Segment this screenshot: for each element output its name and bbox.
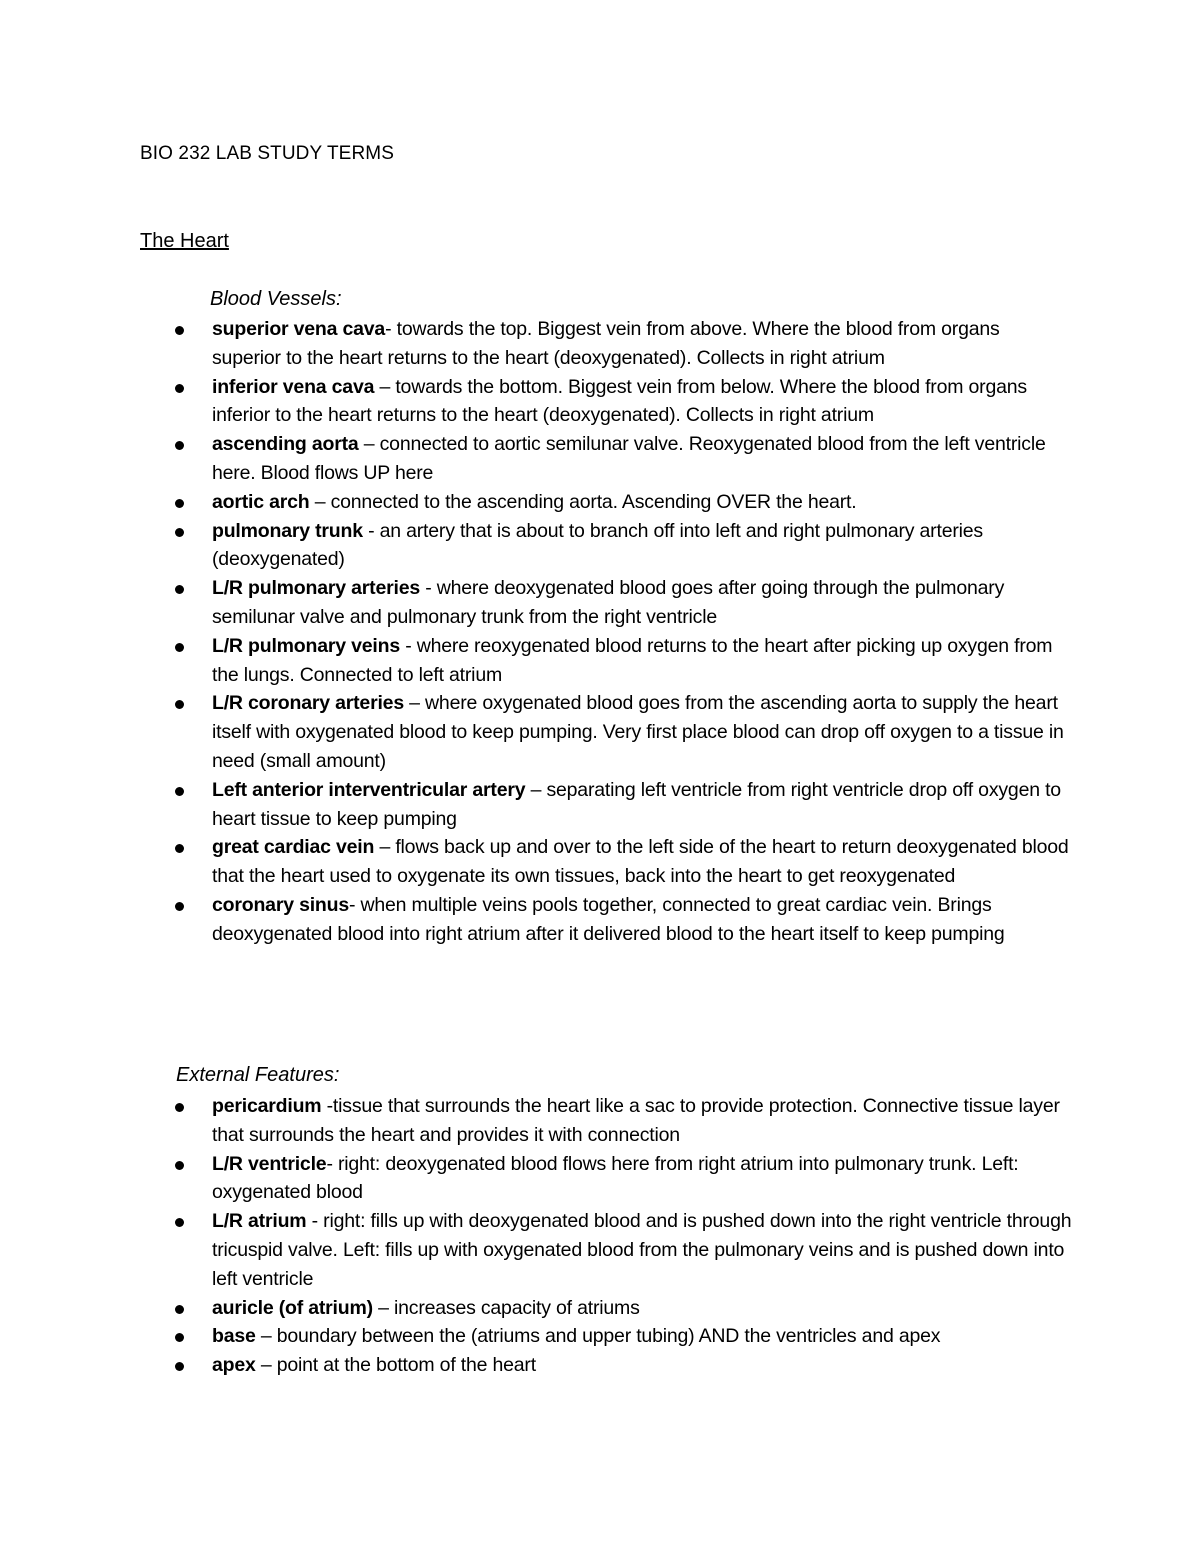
term-description: - when multiple veins pools together, connected to great cardiac vein. Brings deoxygenated blood into right atrium after it delivered blood to the heart itself to keep pumping [212,893,1005,945]
list-item [0,373,1200,431]
term-description: – towards the bottom. Biggest vein from below. Where the blood from organs inferior to the heart returns to the heart (deoxygenated). Collects in right atrium [212,375,1027,427]
bullet-icon [175,902,184,911]
term-description: – increases capacity of atriums [372,1296,640,1319]
bullet-icon [175,585,184,594]
term-description: - where deoxygenated blood goes after going through the pulmonary semilunar valve and pulmonary trunk from the right ventricle [212,577,1005,628]
list-item [0,1294,1200,1323]
bullet-icon [175,384,184,393]
term-name: L/R atrium [212,1210,307,1233]
term-name: ascending aorta [212,433,359,456]
list-item [0,1092,1200,1150]
subheading-external-features: External Features: [176,1064,340,1086]
bullet-icon [175,1305,184,1314]
term-name: aortic arch [212,490,310,513]
list-item [0,1207,1200,1293]
bullet-icon [175,1161,184,1170]
list-item [0,689,1200,775]
bullet-icon [175,844,184,853]
term-name: L/R pulmonary veins [212,634,400,657]
blood-vessels-list [0,315,1200,949]
list-item [0,891,1200,949]
list-item [0,574,1200,632]
term-name: base [212,1325,256,1348]
document-title: BIO 232 LAB STUDY TERMS [140,143,394,164]
term-name: L/R pulmonary arteries [212,577,420,600]
term-description: – boundary between the (atriums and upper tubing) AND the ventricles and apex [255,1325,941,1348]
list-item [0,1322,1200,1351]
term-name: pericardium [212,1095,322,1117]
term-description: - where reoxygenated blood returns to the heart after picking up oxygen from the lungs. Connected to left atrium [212,634,1053,686]
subheading-blood-vessels: Blood Vessels: [210,288,342,310]
term-name: pulmonary trunk [212,519,363,542]
list-item [0,517,1200,575]
bullet-icon [175,1103,184,1112]
term-description: – flows back up and over to the left side of the heart to return deoxygenated blood that the heart used to oxygenate its own tissues, back into the heart to get reoxygenated [212,836,1069,888]
term-name: superior vena cava [212,318,386,340]
term-name: apex [212,1354,256,1377]
list-item [0,1150,1200,1208]
external-features-list [0,1092,1200,1380]
bullet-icon [175,326,184,335]
term-name: auricle (of atrium) [212,1296,373,1319]
term-description: - towards the top. Biggest vein from above. Where the blood from organs superior to the heart returns to the heart (deoxygenated). Collects in right atrium [212,318,1000,369]
bullet-icon [175,1218,184,1227]
term-description: - an artery that is about to branch off into left and right pulmonary arteries (deoxygenated) [212,519,983,571]
term-name: coronary sinus [212,893,349,916]
bullet-icon [175,499,184,508]
term-description: – separating left ventricle from right ventricle drop off oxygen to heart tissue to keep pumping [212,778,1061,830]
term-description: – where oxygenated blood goes from the ascending aorta to supply the heart itself with oxygenated blood to keep pumping. Very first place blood can drop off oxygen to a tissue in need (small amount) [212,692,1064,772]
bullet-icon [175,1362,184,1371]
list-item [0,776,1200,834]
term-description: – connected to the ascending aorta. Ascending OVER the heart. [309,490,857,513]
list-item [0,632,1200,690]
bullet-icon [175,643,184,652]
list-item [0,488,1200,517]
term-description: - right: deoxygenated blood flows here from right atrium into pulmonary trunk. Left: oxygenated blood [212,1152,1019,1204]
term-description: -tissue that surrounds the heart like a sac to provide protection. Connective tissue layer that surrounds the heart and provides it with connection [212,1095,1060,1146]
bullet-icon [175,700,184,709]
bullet-icon [175,787,184,796]
term-name: great cardiac vein [212,836,375,859]
list-item [0,1351,1200,1380]
term-name: inferior vena cava [212,375,375,398]
term-description: – connected to aortic semilunar valve. Reoxygenated blood from the left ventricle here. Blood flows UP here [212,433,1046,484]
list-item [0,315,1200,373]
term-name: L/R ventricle [212,1152,327,1175]
list-item [0,430,1200,488]
bullet-icon [175,528,184,537]
term-name: L/R coronary arteries [212,692,404,715]
bullet-icon [175,1333,184,1342]
bullet-icon [175,441,184,450]
list-item [0,833,1200,891]
section-title-the-heart: The Heart [140,230,229,252]
term-name: Left anterior interventricular artery [212,778,526,801]
term-description: - right: fills up with deoxygenated blood and is pushed down into the right ventricle through tricuspid valve. Left: fills up with oxygenated blood from the pulmonary veins and is pushed down into left ventricle [212,1210,1072,1290]
term-description: – point at the bottom of the heart [255,1354,536,1377]
